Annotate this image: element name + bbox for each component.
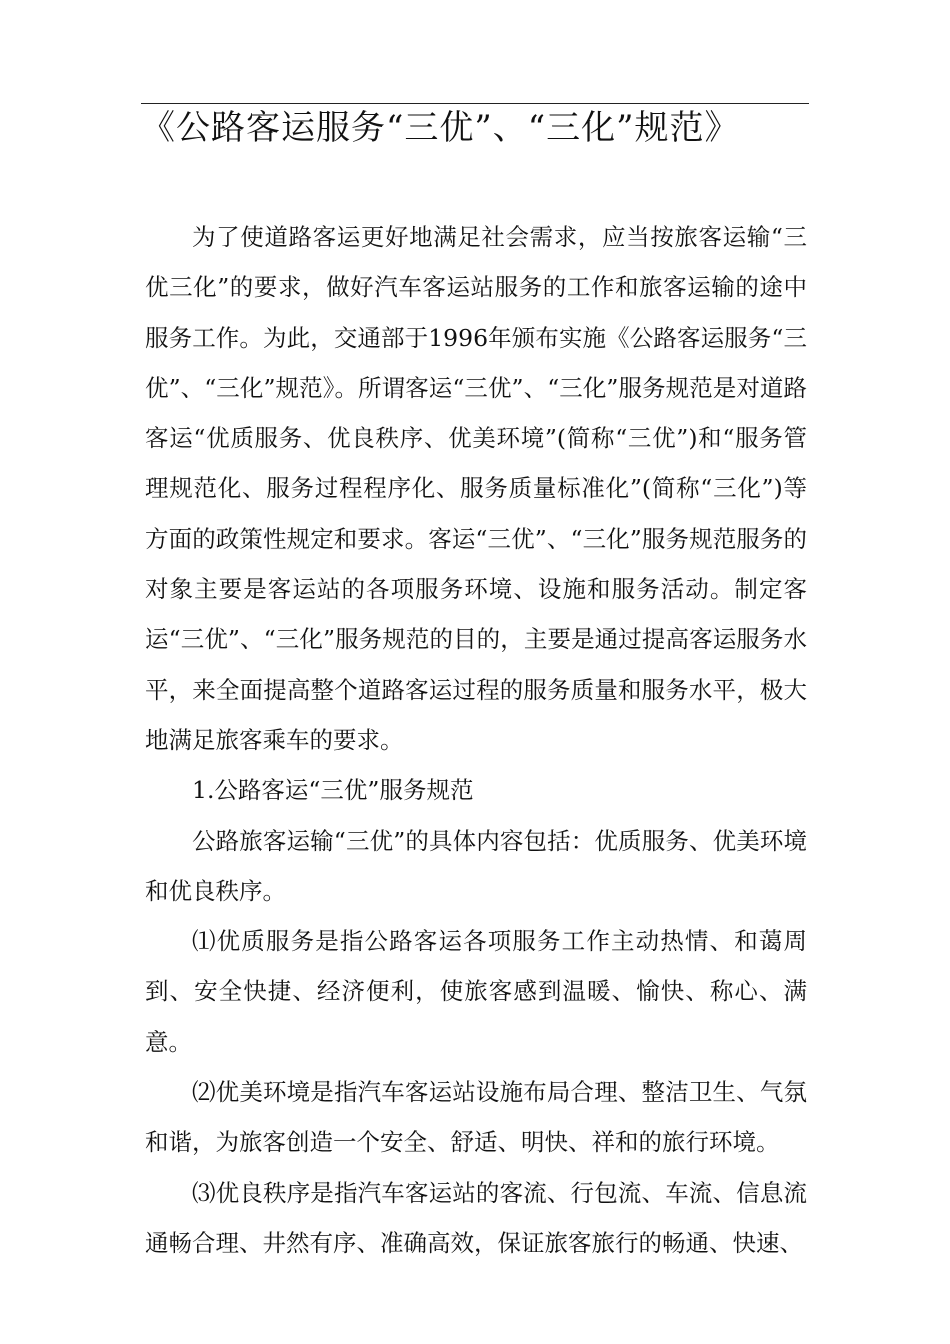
paragraph-item-2: ⑵优美环境是指汽车客运站设施布局合理、整洁卫生、气氛和谐，为旅客创造一个安全、舒适、明快、祥和的旅行环境。 (145, 1078, 807, 1157)
document-title: 《公路客运服务“三优”、“三化”规范》 (141, 108, 740, 148)
paragraph-three-excellences: 公路旅客运输“三优”的具体内容包括：优质服务、优美环境和优良秩序。 (145, 826, 807, 905)
paragraph-item-1: ⑴优质服务是指公路客运各项服务工作主动热情、和蔼周到、安全快捷、经济便利，使旅客感到温暖、愉快、称心、满意。 (145, 927, 807, 1056)
document-body (145, 212, 807, 1268)
paragraph-intro: 为了使道路客运更好地满足社会需求，应当按旅客运输“三优三化”的要求，做好汽车客运站服务的工作和旅客运输的途中服务工作。为此，交通部于1996年颁布实施《公路客运服务“三优”、“三化”规范》。所谓客运“三优”、“三化”服务规范是对道路客运“优质服务、优良秩序、优美环境”(简称“三优”)和“服务管理规范化、服务过程程序化、服务质量标准化”(简称“三化”)等方面的政策性规定和要求。客运“三优”、“三化”服务规范服务的对象主要是客运站的各项服务环境、设施和服务活动。制定客运“三优”、“三化”服务规范的目的，主要是通过提高客运服务水平，来全面提高整个道路客运过程的服务质量和服务水平，极大地满足旅客乘车的要求。 (145, 223, 807, 754)
section-heading-1: 1.公路客运“三优”服务规范 (192, 776, 474, 805)
paragraph-item-3: ⑶优良秩序是指汽车客运站的客流、行包流、车流、信息流通畅合理、井然有序、准确高效，保证旅客旅行的畅通、快速、 (145, 1178, 807, 1257)
header-rule (141, 103, 809, 104)
